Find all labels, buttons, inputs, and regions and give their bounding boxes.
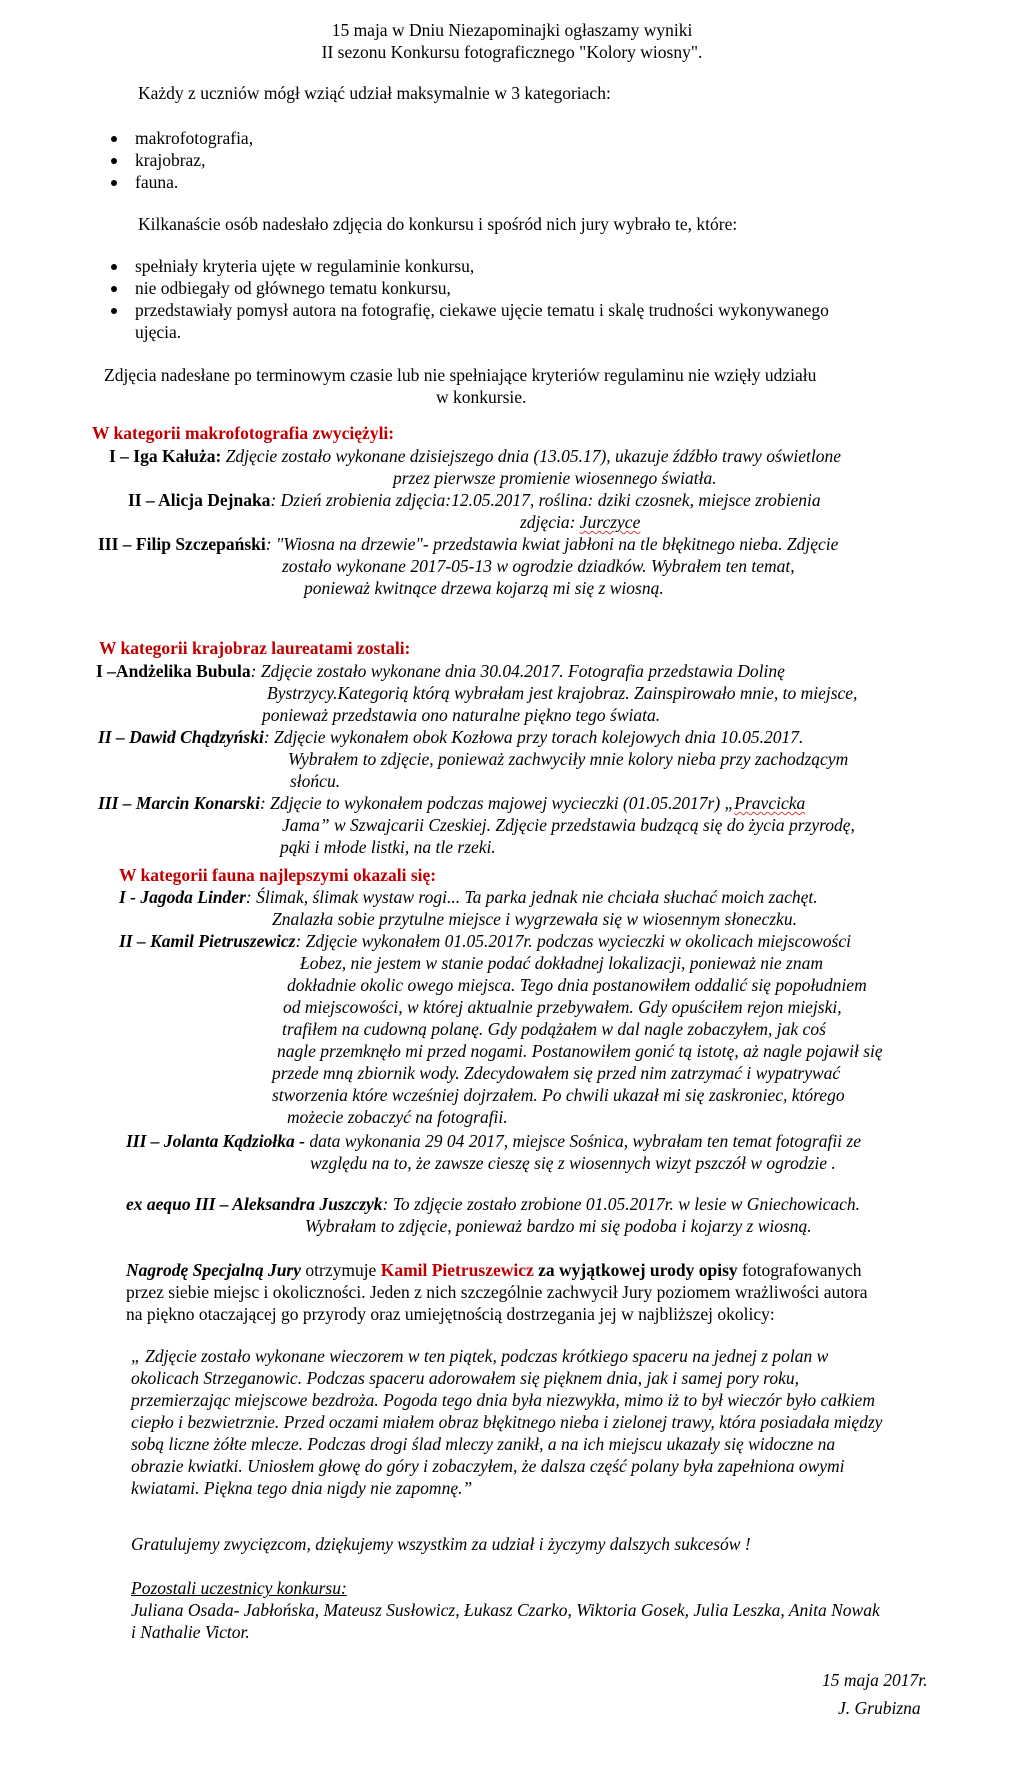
other-participants: i Nathalie Victor.: [131, 1622, 250, 1642]
landscape-winner-2-desc: Wybrałem to zdjęcie, ponieważ zachwyciły mnie kolory nieba przy zachodzącym: [288, 749, 849, 769]
fauna-winner-3: [126, 1130, 861, 1152]
quote-line: okolicach Strzeganowic. Podczas spaceru adorowałem się pięknem dnia, jak i samej pory roku,: [131, 1368, 799, 1388]
fauna-winner-4-desc: Wybrałam to zdjęcie, ponieważ bardzo mi się podoba i kojarzy z wiosną.: [305, 1216, 812, 1236]
landscape-winner-2: [98, 726, 803, 748]
landscape-winner-1: [96, 660, 785, 682]
fauna-winner-3-desc: względu na to, że zawsze cieszę się z wiosennych wizyt pszczół w ogrodzie .: [310, 1153, 836, 1173]
landscape-winner-2-desc: słońcu.: [290, 771, 341, 791]
macro-winner-3-desc: zostało wykonane 2017-05-13 w ogrodzie dziadków. Wybrałem ten temat,: [282, 556, 795, 576]
fauna-winner-4: [126, 1193, 860, 1215]
category-item: makrofotografia,: [135, 128, 254, 148]
macro-winner-1-desc: przez pierwsze promienie wiosennego światła.: [393, 468, 717, 488]
winner-label: III – Marcin Konarski: [98, 793, 260, 813]
landscape-winner-3: [98, 792, 805, 814]
title-line-1: 15 maja w Dniu Niezapominajki ogłaszamy wyniki: [331, 20, 693, 40]
late-entries-note: Zdjęcia nadesłane po terminowym czasie lub nie spełniające kryteriów regulaminu nie wzięły udziału: [104, 365, 817, 385]
fauna-winner-2-desc: stworzenia które wcześniej dojrzałem. Po chwili ukazał mi się zaskroniec, którego: [272, 1085, 845, 1105]
macro-heading: W kategorii makrofotografia zwyciężyli:: [92, 423, 395, 443]
landscape-winner-1-desc: Bystrzycy.Kategorią którą wybrałam jest krajobraz. Zainspirowało mnie, to miejsce,: [267, 683, 858, 703]
winner-description: data wykonania 29 04 2017, miejsce Sośnica, wybrałam ten temat fotografii ze: [304, 1131, 861, 1151]
text-part: otrzymuje: [301, 1260, 381, 1280]
winner-label: I –Andżelika Bubula: [96, 661, 251, 681]
fauna-winner-1-desc: Znalazła sobie przytulne miejsce i wygrzewała się w wiosennym słoneczku.: [272, 909, 797, 929]
quote-line: sobą liczne żółte mlecze. Podczas drogi ślad mleczy zanikł, a na ich miejscu ukazały się widoczne na: [131, 1434, 836, 1454]
special-prize-label: Nagrodę Specjalną Jury: [126, 1260, 301, 1280]
place-name: Pravcicka: [734, 793, 806, 813]
landscape-heading: W kategorii krajobraz laureatami zostali:: [99, 638, 411, 658]
winner-label: ex aequo III – Aleksandra Juszczyk: [126, 1194, 383, 1214]
winner-label: II – Dawid Chądzyński: [98, 727, 264, 747]
winner-description: : To zdjęcie zostało zrobione 01.05.2017r. w lesie w Gniechowicach.: [382, 1194, 861, 1214]
intro-paragraph-2: Kilkanaście osób nadesłało zdjęcia do konkursu i spośród nich jury wybrało te, które:: [138, 214, 738, 234]
special-prize-line: [126, 1259, 862, 1281]
winner-description: : Zdjęcie to wykonałem podczas majowej wycieczki (01.05.2017r) „: [259, 793, 735, 813]
macro-winner-3-desc: ponieważ kwitnące drzewa kojarzą mi się z wiosną.: [304, 578, 664, 598]
text-part: fotografowanych: [737, 1260, 862, 1280]
criteria-item-continued: ujęcia.: [135, 322, 182, 342]
landscape-winner-3-desc: pąki i młode listki, na tle rzeki.: [280, 837, 496, 857]
category-item: fauna.: [135, 172, 179, 192]
bullet-icon: [111, 286, 117, 292]
text-part: za wyjątkowej urody opisy: [533, 1260, 738, 1280]
bullet-icon: [111, 264, 117, 270]
document-date: 15 maja 2017r.: [822, 1670, 928, 1690]
winner-description: : Zdjęcie wykonałem 01.05.2017r. podczas wycieczki w okolicach miejscowości: [295, 931, 851, 951]
winner-label: III – Jolanta Kądziołka -: [126, 1131, 305, 1151]
bullet-icon: [111, 308, 117, 314]
quote-line: „ Zdjęcie zostało wykonane wieczorem w ten piątek, podczas krótkiego spaceru na jednej z polan w: [131, 1346, 829, 1366]
category-item: krajobraz,: [135, 150, 206, 170]
special-prize-winner: Kamil Pietruszewicz: [380, 1260, 534, 1280]
winner-label: III – Filip Szczepański: [98, 534, 266, 554]
title-line-2: II sezonu Konkursu fotograficznego "Kolory wiosny".: [321, 42, 703, 62]
fauna-winner-2-desc: możecie zobaczyć na fotografii.: [287, 1107, 508, 1127]
special-prize-text: na piękno otaczającej go przyrody oraz umiejętnością dostrzegania jej w najbliższej okolicy:: [126, 1304, 775, 1324]
macro-winner-3: [98, 533, 838, 555]
macro-winner-2: [128, 489, 821, 511]
macro-winner-2-desc: [520, 511, 640, 533]
quote-line: kwiatami. Piękna tego dnia nigdy nie zapomnę.”: [131, 1478, 473, 1498]
bullet-icon: [111, 136, 117, 142]
fauna-winner-2-desc: dokładnie okolic owego miejsca. Tego dnia postanowiłem oddalić się popołudniem: [287, 975, 867, 995]
fauna-winner-2-desc: od miejscowości, w której aktualnie przebywałem. Gdy opuściłem rejon miejski,: [283, 997, 842, 1017]
winner-description: : Zdjęcie wykonałem obok Kozłowa przy torach kolejowych dnia 10.05.2017.: [263, 727, 804, 747]
special-prize-text: przez siebie miejsc i okoliczności. Jeden z nich szczególnie zachwycił Jury poziomem wrażliwości autora: [126, 1282, 868, 1302]
winner-description: Zdjęcie zostało wykonane dzisiejszego dnia (13.05.17), ukazuje źdźbło trawy oświetlone: [221, 446, 842, 466]
quote-line: ciepło i bezwietrznie. Przed oczami miałem obraz błękitnego nieba i zielonej trawy, która posiadała między: [131, 1412, 883, 1432]
winner-label: I - Jagoda Linder: [119, 887, 246, 907]
fauna-winner-2: [119, 930, 851, 952]
macro-winner-1: [109, 445, 841, 467]
bullet-icon: [111, 158, 117, 164]
fauna-winner-2-desc: Łobez, nie jestem w stanie podać dokładnej lokalizacji, ponieważ nie znam: [300, 953, 823, 973]
landscape-winner-1-desc: ponieważ przedstawia ono naturalne piękno tego świata.: [262, 705, 661, 725]
signature: J. Grubizna: [838, 1698, 921, 1718]
winner-label: II – Alicja Dejnaka: [128, 490, 271, 510]
other-participants: Juliana Osada- Jabłońska, Mateusz Susłowicz, Łukasz Czarko, Wiktoria Gosek, Julia Leszka, Anita Nowak: [131, 1600, 880, 1620]
fauna-heading: W kategorii fauna najlepszymi okazali się:: [119, 865, 437, 885]
fauna-winner-2-desc: przede mną zbiornik wody. Zdecydowałem się przed nim zatrzymać i wypatrywać: [272, 1063, 841, 1083]
winner-description: : "Wiosna na drzewie"- przedstawia kwiat jabłoni na tle błękitnego nieba. Zdjęcie: [265, 534, 839, 554]
place-name: Jurczyce: [579, 512, 641, 532]
landscape-winner-3-desc: Jama” w Szwajcarii Czeskiej. Zdjęcie przedstawia budzącą się do życia przyrodę,: [282, 815, 855, 835]
congratulations: Gratulujemy zwycięzcom, dziękujemy wszystkim za udział i życzymy dalszych sukcesów !: [131, 1534, 751, 1554]
late-entries-note-continued: w konkursie.: [436, 387, 527, 407]
quote-line: obrazie kwiatki. Uniosłem głowę do góry i zobaczyłem, że dalsza część polany była zapełniona owymi: [131, 1456, 845, 1476]
intro-paragraph: Każdy z uczniów mógł wziąć udział maksymalnie w 3 kategoriach:: [138, 83, 611, 103]
fauna-winner-1: [119, 886, 818, 908]
winner-description: : Ślimak, ślimak wystaw rogi... Ta parka jednak nie chciała słuchać moich zachęt.: [245, 887, 818, 907]
winner-description: : Zdjęcie zostało wykonane dnia 30.04.2017. Fotografia przedstawia Dolinę: [250, 661, 785, 681]
winner-label: II – Kamil Pietruszewicz: [119, 931, 296, 951]
fauna-winner-2-desc: nagle przemknęło mi przed nogami. Postanowiłem gonić tą istotę, aż nagle pojawił się: [277, 1041, 883, 1061]
criteria-item: spełniały kryteria ujęte w regulaminie konkursu,: [135, 256, 475, 276]
quote-line: przemierzając miejscowe bezdroża. Pogoda tego dnia była niezwykła, mimo iż to był wieczór było całkiem: [131, 1390, 875, 1410]
text-part: zdjęcia:: [520, 512, 580, 532]
criteria-item: nie odbiegały od głównego tematu konkursu,: [135, 278, 451, 298]
bullet-icon: [111, 180, 117, 186]
winner-label: I – Iga Kałuża:: [109, 446, 222, 466]
winner-description: : Dzień zrobienia zdjęcia:12.05.2017, roślina: dziki czosnek, miejsce zrobienia: [270, 490, 821, 510]
criteria-item: przedstawiały pomysł autora na fotografię, ciekawe ujęcie tematu i skalę trudności wykonywanego: [135, 300, 829, 320]
other-participants-label: Pozostali uczestnicy konkursu:: [131, 1578, 347, 1598]
fauna-winner-2-desc: trafiłem na cudowną polanę. Gdy podążałem w dal nagle zobaczyłem, jak coś: [282, 1019, 826, 1039]
